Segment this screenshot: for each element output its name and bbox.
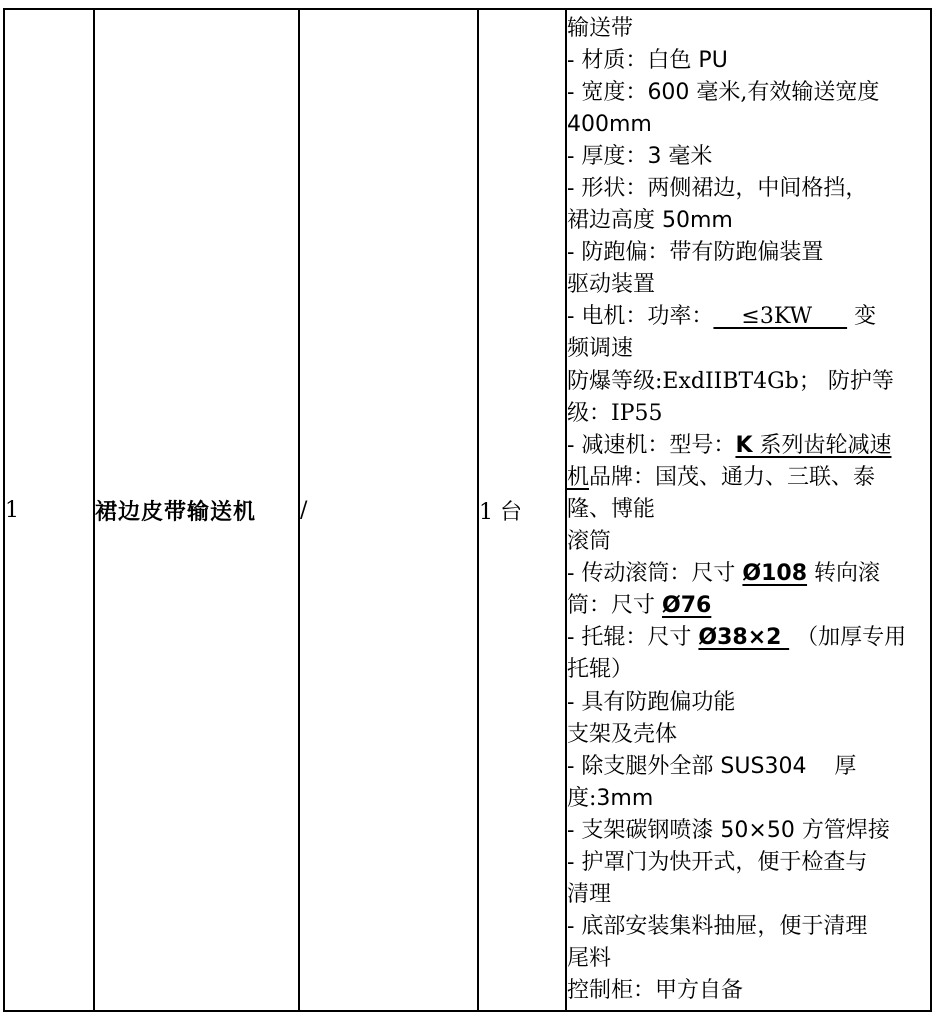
spec-line: - 形状：两侧裙边，中间格挡，	[567, 176, 868, 202]
quantity-cell: 1 台	[478, 9, 566, 1011]
spec-line: 滚筒	[567, 529, 612, 555]
spec-line: 筒：尺寸 Ø76	[567, 593, 712, 619]
row-index-cell: 1	[4, 9, 94, 1011]
spec-line: - 护罩门为快开式，便于检查与	[567, 849, 868, 875]
spec-line: - 托辊：尺寸 Ø38×2 （加厚专用	[567, 625, 907, 651]
spec-line: 度:3mm	[567, 785, 654, 811]
spec-line: 级：IP55	[567, 400, 663, 426]
spec-line: - 减速机：型号：K 系列齿轮减速	[567, 432, 892, 458]
specification-cell	[566, 9, 931, 1011]
spec-line: 控制柜：甲方自备	[567, 978, 744, 1004]
model-cell: /	[299, 9, 478, 1011]
spec-line: 防爆等级:ExdIIBT4Gb； 防护等	[567, 368, 894, 394]
item-name-cell: 裙边皮带输送机	[94, 9, 299, 1011]
spec-line: 输送带	[567, 15, 634, 41]
spec-line: - 防跑偏：带有防跑偏装置	[567, 240, 824, 266]
spec-line: 驱动装置	[567, 272, 656, 298]
spec-line: 频调速	[567, 336, 634, 362]
spec-line: 支架及壳体	[567, 721, 678, 747]
spec-line: - 材质：白色 PU	[567, 47, 728, 73]
spec-line: 尾料	[567, 946, 612, 972]
table-row	[4, 9, 931, 1011]
spec-line: 清理	[567, 882, 612, 908]
spec-line: - 除支腿外全部 SUS304 厚	[567, 753, 857, 779]
spec-line: 裙边高度 50mm	[567, 208, 733, 234]
spec-line: 隆、博能	[567, 496, 656, 522]
specification-table	[3, 8, 932, 1012]
spec-line: - 具有防跑偏功能	[567, 689, 736, 715]
spec-line: - 电机：功率： ≤3KW 变	[567, 304, 877, 330]
spec-line: 机品牌：国茂、通力、三联、泰	[567, 464, 876, 490]
spec-line: - 宽度：600 毫米,有效输送宽度	[567, 79, 880, 105]
spec-line: 400mm	[567, 111, 652, 137]
spec-line: - 厚度：3 毫米	[567, 143, 713, 169]
spec-line: - 支架碳钢喷漆 50×50 方管焊接	[567, 817, 890, 843]
spec-line: 托辊）	[567, 657, 634, 683]
spec-line: - 底部安装集料抽屉，便于清理	[567, 914, 868, 940]
spec-line: - 传动滚筒：尺寸 Ø108 转向滚	[567, 561, 881, 587]
